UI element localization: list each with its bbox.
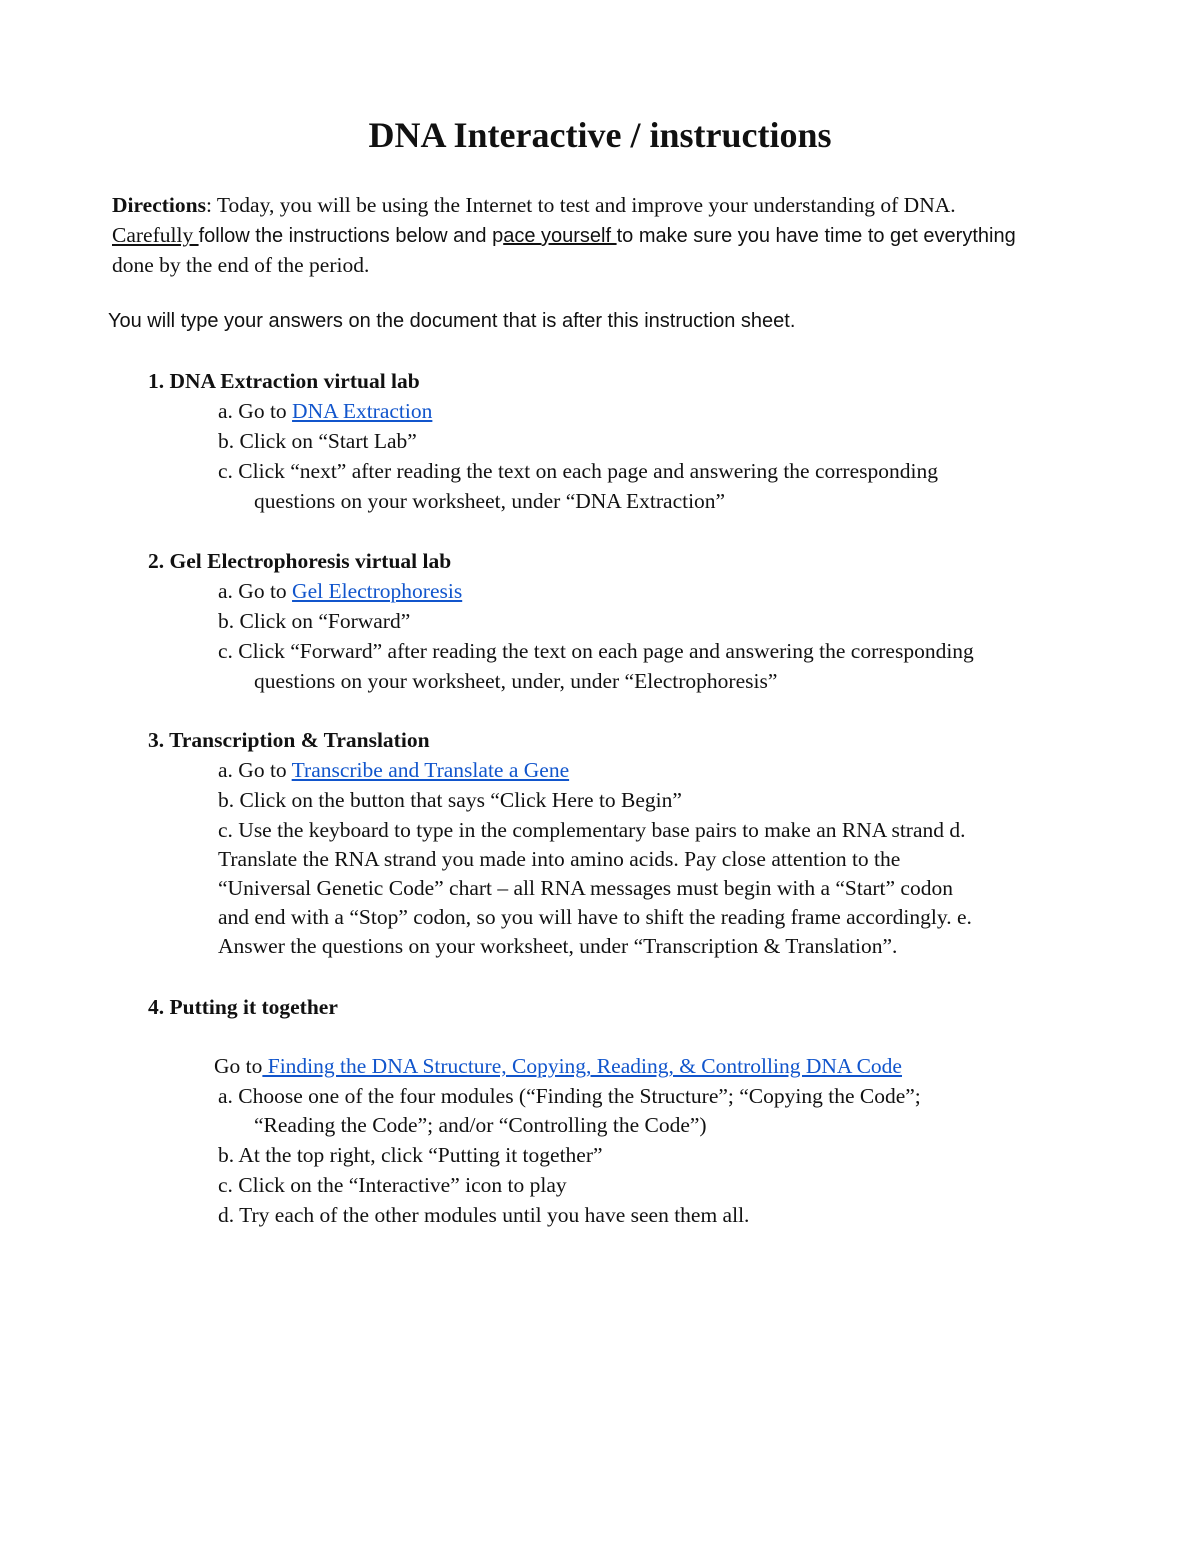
section-4-item-c: c. Click on the “Interactive” icon to play — [218, 1173, 567, 1197]
section-1-item-a-prefix: a. Go to — [218, 399, 293, 423]
section-3-line-1: c. Use the keyboard to type in the complementary base pairs to make an RNA strand d. — [218, 818, 966, 842]
gel-electrophoresis-link[interactable]: Gel Electrophoresis — [292, 579, 463, 603]
section-2-item-c-cont: questions on your worksheet, under, under “Electrophoresis” — [254, 669, 778, 693]
section-3-line-5: Answer the questions on your worksheet, under “Transcription & Translation”. — [218, 934, 898, 958]
section-3-line-2: Translate the RNA strand you made into amino acids. Pay close attention to the — [218, 847, 901, 871]
section-3-line-4: and end with a “Stop” codon, so you will have to shift the reading frame accordingly. e. — [218, 905, 972, 929]
section-3-line-3: “Universal Genetic Code” chart – all RNA messages must begin with a “Start” codon — [218, 876, 953, 900]
section-3-heading: 3. Transcription & Translation — [148, 728, 430, 752]
section-3-item-b: b. Click on the button that says “Click Here to Begin” — [218, 788, 682, 812]
directions-text-1: : Today, you will be using the Internet to test and improve your understanding of DNA. — [205, 193, 956, 217]
section-1-item-c: c. Click “next” after reading the text on each page and answering the corresponding — [218, 459, 938, 483]
directions-text-3: to make sure you have time to get everything — [616, 225, 1016, 247]
pace-yourself-text: ace yourself — [503, 225, 617, 247]
section-4-item-a: a. Choose one of the four modules (“Finding the Structure”; “Copying the Code”; — [218, 1084, 921, 1108]
section-4-goto — [214, 1051, 902, 1081]
section-4-item-d: d. Try each of the other modules until you have seen them all. — [218, 1203, 750, 1227]
section-2-item-c: c. Click “Forward” after reading the text on each page and answering the corresponding — [218, 639, 974, 663]
directions-line-2 — [112, 220, 1016, 251]
section-4-heading: 4. Putting it together — [148, 995, 338, 1019]
carefully-text: Carefully — [112, 223, 199, 247]
directions-line-3: done by the end of the period. — [112, 253, 370, 277]
directions-line-1 — [112, 190, 956, 220]
section-2-item-b: b. Click on “Forward” — [218, 609, 411, 633]
section-1-item-a — [218, 396, 432, 426]
section-4-item-a-cont: “Reading the Code”; and/or “Controlling the Code”) — [254, 1113, 707, 1137]
section-3-item-a-prefix: a. Go to — [218, 758, 292, 782]
directions-label: Directions — [112, 193, 206, 217]
page-title: DNA Interactive / instructions — [368, 115, 832, 155]
section-2-item-a-prefix: a. Go to — [218, 579, 293, 603]
dna-structure-link[interactable]: Finding the DNA Structure, Copying, Reading, & Controlling DNA Code — [262, 1054, 902, 1078]
directions-text-2: follow the instructions below and p — [198, 225, 504, 247]
section-4-goto-prefix: Go to — [214, 1054, 263, 1078]
section-2-heading: 2. Gel Electrophoresis virtual lab — [148, 549, 452, 573]
section-4-item-b: b. At the top right, click “Putting it together” — [218, 1143, 603, 1167]
transcribe-translate-link[interactable]: Transcribe and Translate a Gene — [291, 758, 570, 782]
section-1-item-b: b. Click on “Start Lab” — [218, 429, 417, 453]
section-3-item-a — [218, 755, 569, 785]
section-1-item-c-cont: questions on your worksheet, under “DNA Extraction” — [254, 489, 726, 513]
type-note: You will type your answers on the document that is after this instruction sheet. — [108, 310, 796, 332]
section-1-heading: 1. DNA Extraction virtual lab — [148, 369, 420, 393]
section-2-item-a — [218, 576, 462, 606]
dna-extraction-link[interactable]: DNA Extraction — [292, 399, 433, 423]
